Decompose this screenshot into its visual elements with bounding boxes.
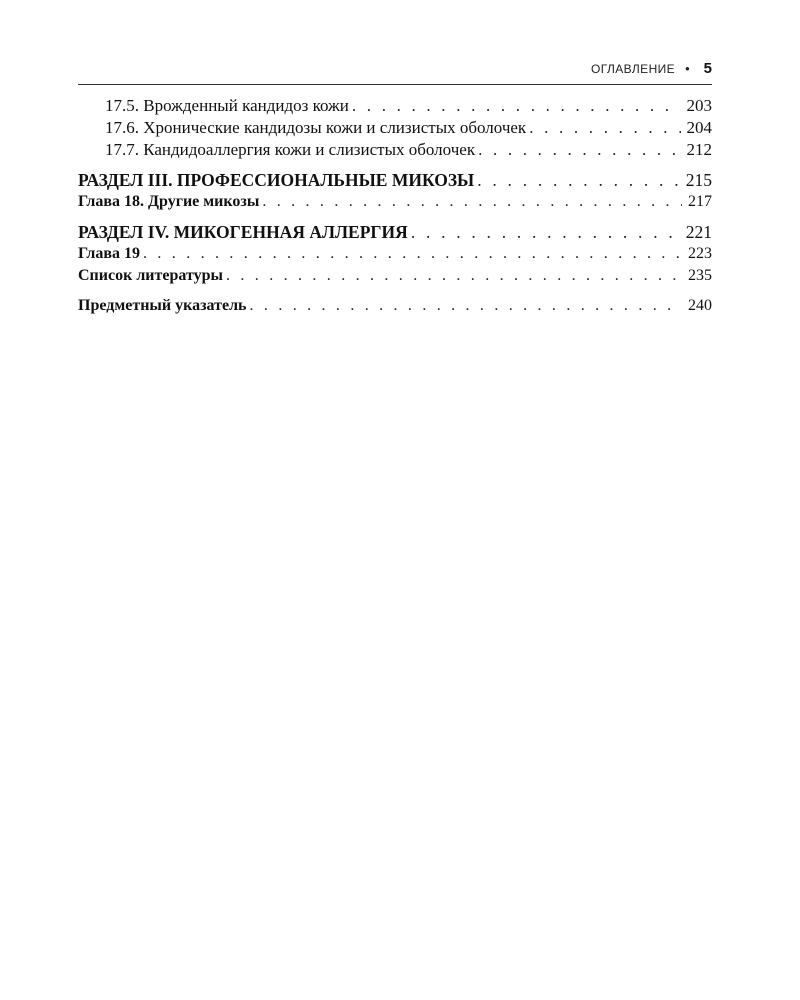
toc-leader-dots: [223, 265, 682, 287]
toc-entry-label: РАЗДЕЛ IV. МИКОГЕННАЯ АЛЛЕРГИЯ: [78, 222, 408, 242]
toc-leader-dots: [247, 295, 682, 317]
toc-leader-dots: [140, 243, 682, 265]
bullet-icon: •: [685, 61, 690, 76]
toc-entry-label: 17.7. Кандидоаллергия кожи и слизистых оболочек: [105, 140, 476, 159]
toc-leader-dots: [474, 169, 680, 191]
document-page: [78, 60, 712, 317]
toc-leader-dots: [408, 221, 680, 243]
toc-entry-page: 212: [686, 140, 712, 159]
running-head-title: ОГЛАВЛЕНИЕ: [591, 62, 676, 76]
toc-entry-page: 235: [688, 267, 712, 284]
toc-entry-label: РАЗДЕЛ III. ПРОФЕССИОНАЛЬНЫЕ МИКОЗЫ: [78, 170, 475, 190]
toc-leader-dots: [526, 117, 680, 139]
table-of-contents: [78, 95, 712, 317]
toc-entry-page: 217: [688, 193, 712, 210]
toc-section-4: [78, 221, 712, 243]
page-number: 5: [703, 60, 712, 77]
toc-chapter-19: [78, 243, 712, 265]
toc-entry-page: 240: [688, 297, 712, 314]
toc-entry-page: 204: [686, 118, 712, 137]
toc-entry-17-5: [78, 95, 712, 117]
toc-entry-label: 17.6. Хронические кандидозы кожи и слизистых оболочек: [105, 118, 527, 137]
toc-entry-label: Список литературы: [78, 267, 223, 284]
toc-entry-label: Глава 19: [78, 245, 140, 262]
running-head: [78, 60, 712, 85]
toc-entry-label: 17.5. Врожденный кандидоз кожи: [105, 96, 349, 115]
toc-entry-page: 203: [686, 96, 712, 115]
toc-section-3: [78, 169, 712, 191]
toc-bibliography: [78, 265, 712, 287]
toc-chapter-18: [78, 191, 712, 213]
toc-subject-index: [78, 295, 712, 317]
toc-entry-label: Глава 18. Другие микозы: [78, 193, 260, 210]
toc-entry-page: 223: [688, 245, 712, 262]
toc-leader-dots: [349, 95, 681, 117]
toc-entry-label: Предметный указатель: [78, 297, 247, 314]
toc-entry-17-6: [78, 117, 712, 139]
toc-entry-page: 221: [685, 222, 712, 242]
toc-entry-17-7: [78, 139, 712, 161]
toc-leader-dots: [259, 191, 682, 213]
toc-leader-dots: [475, 139, 680, 161]
toc-entry-page: 215: [685, 170, 712, 190]
